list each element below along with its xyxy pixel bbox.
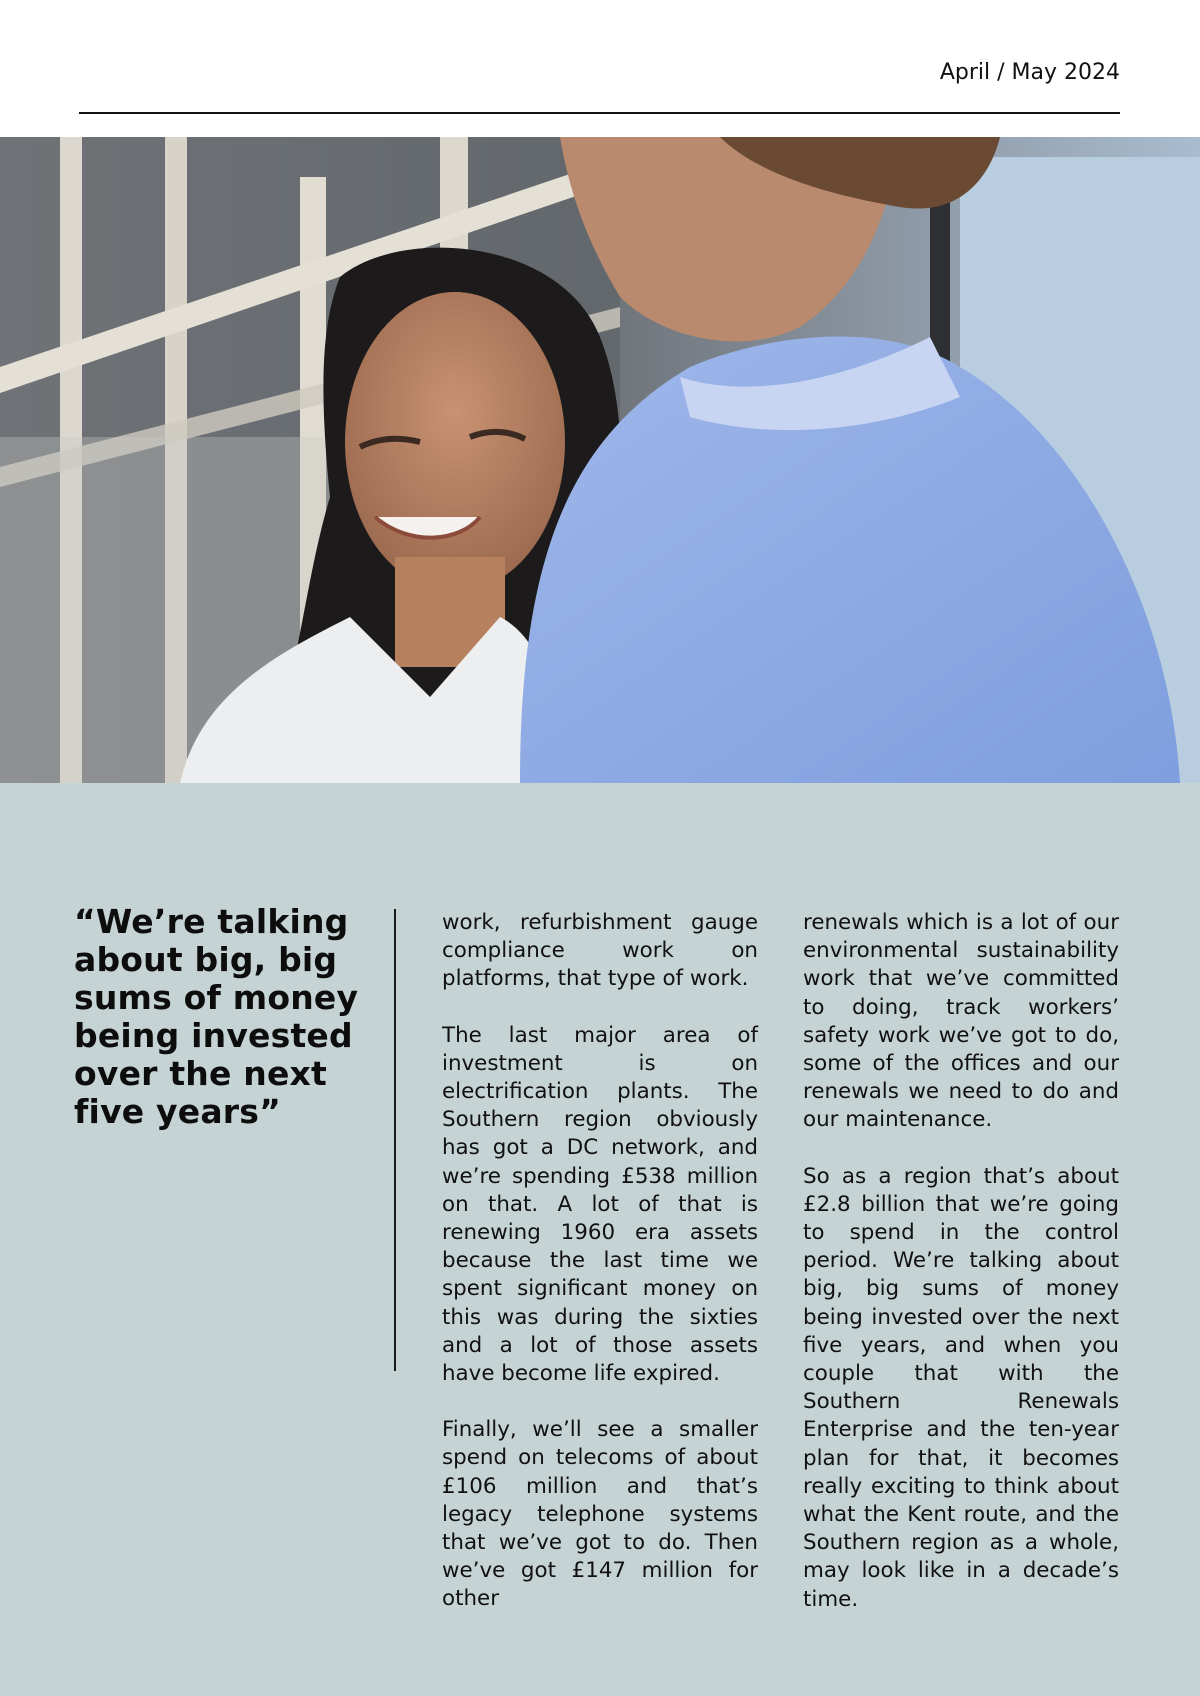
article-column-1 (442, 909, 758, 1614)
paragraph: Finally, we’ll see a smaller spend on telecoms of about £106 million and that’s legacy telephone systems that we’ve got to do. Then we’ve got £147 million for other (442, 1417, 758, 1612)
paragraph: So as a region that’s about £2.8 billion that we’re going to spend in the control period. We’re talking about big, big sums of money being invested over the next five years, and when you couple that with the Southern Renewals Enterprise and the ten-year plan for that, it becomes really exciting to think about what the Kent route, and the Southern region as a whole, may look like in a decade’s time. (803, 1163, 1119, 1612)
page-header (0, 0, 1200, 137)
issue-date: April / May 2024 (939, 60, 1120, 85)
hero-photo (0, 137, 1200, 783)
pull-quote: “We’re talking about big, big sums of money being invested over the next five years” (74, 902, 359, 1131)
paragraph: The last major area of investment is on electrification plants. The Southern region obviously has got a DC network, and we’re spending £538 million on that. A lot of that is renewing 1960 era assets because the last time we spent significant money on this was during the sixties and a lot of those assets have become life expired. (442, 1022, 758, 1387)
paragraph: work, refurbishment gauge compliance work on platforms, that type of work. (442, 910, 758, 992)
photo-illustration (0, 137, 1200, 783)
article-column-2 (803, 909, 1119, 1614)
column-divider (394, 909, 396, 1371)
header-divider (79, 112, 1120, 114)
paragraph: renewals which is a lot of our environmental sustainability work that we’ve committed to doing, track workers’ safety work we’ve got to do, some of the offices and our renewals we need to do and our maintenance. (803, 910, 1119, 1133)
article-body (0, 783, 1200, 1696)
